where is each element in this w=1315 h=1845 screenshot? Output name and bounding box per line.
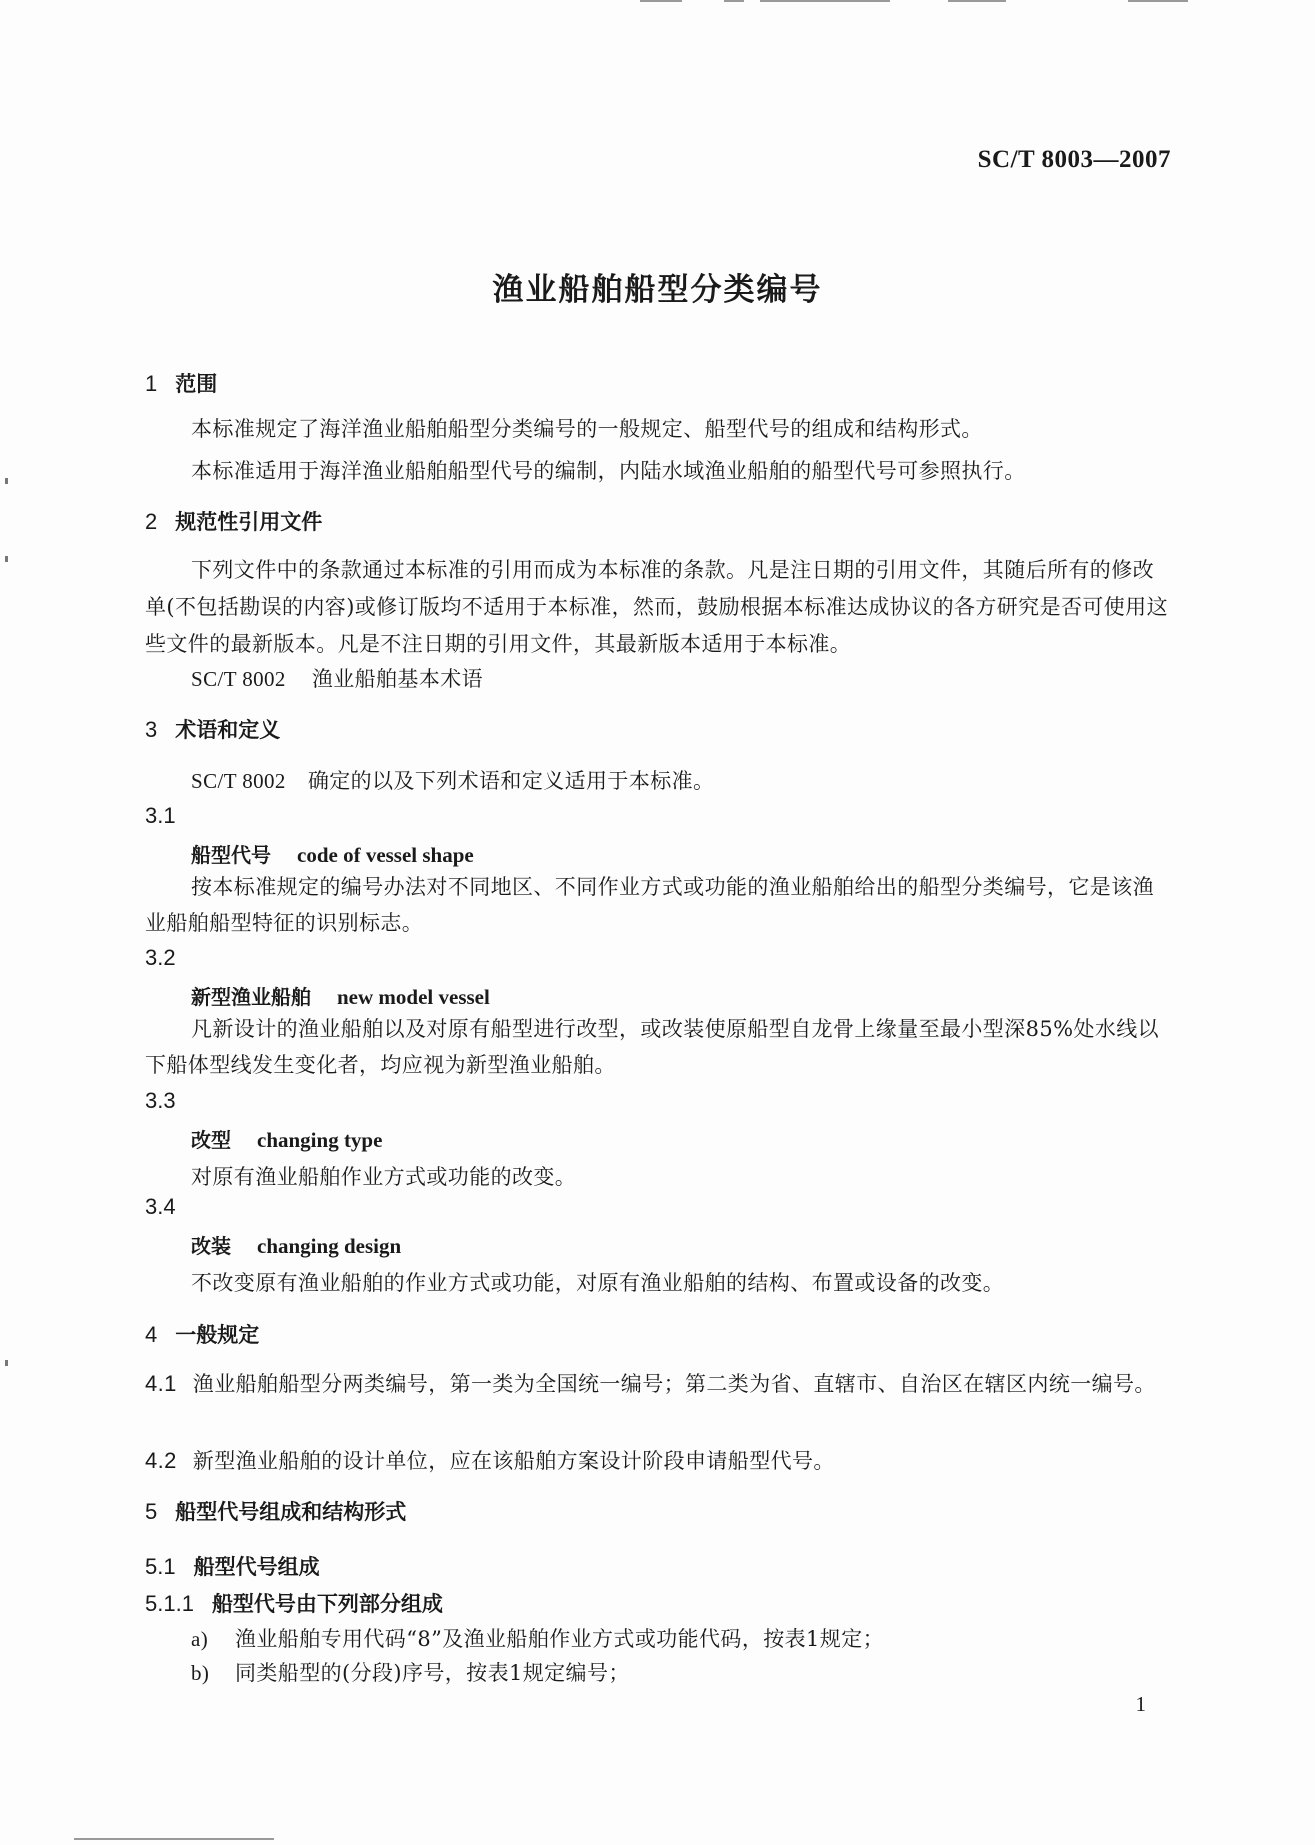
term-number: 3.4 <box>145 1194 176 1219</box>
subsection-5-1-1-heading <box>145 1588 443 1618</box>
clause-text: 新型渔业船舶的设计单位，应在该船舶方案设计阶段申请船型代号。 <box>192 1449 835 1473</box>
term-number: 3.3 <box>145 1088 176 1113</box>
term-definition: 对原有渔业船舶作业方式或功能的改变。 <box>191 1165 577 1189</box>
term-number: 3.1 <box>145 803 176 828</box>
scan-artifact-left-2 <box>5 556 8 562</box>
section-number: 4 <box>145 1322 158 1347</box>
term-cn: 船型代号 <box>191 843 271 867</box>
term-definition: 不改变原有渔业船舶的作业方式或功能，对原有渔业船舶的结构、布置或设备的改变。 <box>191 1271 1005 1295</box>
scan-artifact-left-3 <box>5 1360 8 1366</box>
section-3-intro <box>191 765 714 795</box>
section-3-heading <box>145 714 280 744</box>
subsection-5-1-heading <box>145 1551 320 1581</box>
section-number: 1 <box>145 371 158 396</box>
normative-reference <box>191 663 483 693</box>
scan-artifact-top-5 <box>1128 0 1188 2</box>
section-4-heading <box>145 1319 259 1349</box>
section-number: 5 <box>145 1499 158 1524</box>
clause-number: 4.2 <box>145 1448 177 1473</box>
subsection-title: 船型代号组成 <box>193 1555 320 1579</box>
clause-4-2 <box>145 1443 1172 1479</box>
scan-artifact-top-3 <box>760 0 890 2</box>
scan-artifact-top-2 <box>724 0 744 2</box>
section-title: 船型代号组成和结构形式 <box>175 1500 407 1524</box>
term-heading <box>191 1230 401 1259</box>
list-item-a <box>191 1623 884 1653</box>
standard-code: SC/T 8003—2007 <box>977 146 1171 173</box>
section-title: 范围 <box>175 372 218 396</box>
term-en: new model vessel <box>337 985 490 1009</box>
section-number: 2 <box>145 509 158 534</box>
term-heading <box>191 981 490 1010</box>
list-marker: a) <box>191 1627 209 1651</box>
scan-artifact-top-4 <box>948 0 1006 2</box>
clause-number: 4.1 <box>145 1371 177 1396</box>
term-heading <box>191 839 474 868</box>
section-2-paragraph: 下列文件中的条款通过本标准的引用而成为本标准的条款。凡是注日期的引用文件，其随后所有的修改单(不包括勘误的内容)或修订版均不适用于本标准，然而，鼓励根据本标准达成协议的各方研究是否可使用这些文件的最新版本。凡是不注日期的引用文件，其最新版本适用于本标准。 <box>145 558 1168 656</box>
subsection-number: 5.1.1 <box>145 1591 194 1616</box>
term-definition: 按本标准规定的编号办法对不同地区、不同作业方式或功能的渔业船舶给出的船型分类编号，它是该渔业船舶船型特征的识别标志。 <box>145 875 1154 935</box>
reference-title: 渔业船舶基本术语 <box>311 667 484 691</box>
scan-artifact-top-1 <box>640 0 682 2</box>
term-cn: 改装 <box>191 1234 231 1258</box>
page-number: 1 <box>1135 1692 1146 1716</box>
section-title: 一般规定 <box>175 1323 260 1347</box>
list-item-b <box>191 1657 630 1687</box>
section-1-paragraph-1: 本标准规定了海洋渔业船舶船型分类编号的一般规定、船型代号的组成和结构形式。 <box>191 417 983 441</box>
term-definition: 凡新设计的渔业船舶以及对原有船型进行改型，或改装使原船型自龙骨上缘量至最小型深85%处水线以下船体型线发生变化者，均应视为新型渔业船舶。 <box>145 1017 1160 1077</box>
scan-artifact-left-1 <box>5 478 8 484</box>
document-title: 渔业船舶船型分类编号 <box>492 272 823 308</box>
section-5-heading <box>145 1496 406 1526</box>
reference-code: SC/T 8002 <box>191 769 286 793</box>
section-1-heading <box>145 368 217 398</box>
term-en: changing type <box>257 1128 383 1152</box>
list-text: 渔业船舶专用代码“8”及渔业船舶作业方式或功能代码，按表1规定； <box>235 1627 884 1651</box>
section-1-paragraph-2: 本标准适用于海洋渔业船舶船型代号的编制，内陆水域渔业船舶的船型代号可参照执行。 <box>191 459 1026 483</box>
term-heading <box>191 1124 382 1153</box>
scan-artifact-bottom <box>74 1838 274 1840</box>
subsection-number: 5.1 <box>145 1554 176 1579</box>
term-en: changing design <box>257 1234 402 1258</box>
list-text: 同类船型的(分段)序号，按表1规定编号； <box>235 1661 630 1685</box>
section-title: 术语和定义 <box>175 718 281 742</box>
section-number: 3 <box>145 717 158 742</box>
reference-code: SC/T 8002 <box>191 667 286 691</box>
term-number: 3.2 <box>145 945 176 970</box>
section-title: 规范性引用文件 <box>175 510 323 534</box>
term-en: code of vessel shape <box>297 843 474 867</box>
term-cn: 新型渔业船舶 <box>191 985 311 1009</box>
term-cn: 改型 <box>191 1128 231 1152</box>
subsection-title: 船型代号由下列部分组成 <box>211 1592 443 1616</box>
section-2-heading <box>145 506 322 536</box>
intro-text: 确定的以及下列术语和定义适用于本标准。 <box>307 769 715 793</box>
clause-4-1 <box>145 1366 1172 1402</box>
list-marker: b) <box>191 1661 210 1685</box>
clause-text: 渔业船舶船型分两类编号，第一类为全国统一编号；第二类为省、直辖市、自治区在辖区内统一编号。 <box>192 1372 1156 1396</box>
